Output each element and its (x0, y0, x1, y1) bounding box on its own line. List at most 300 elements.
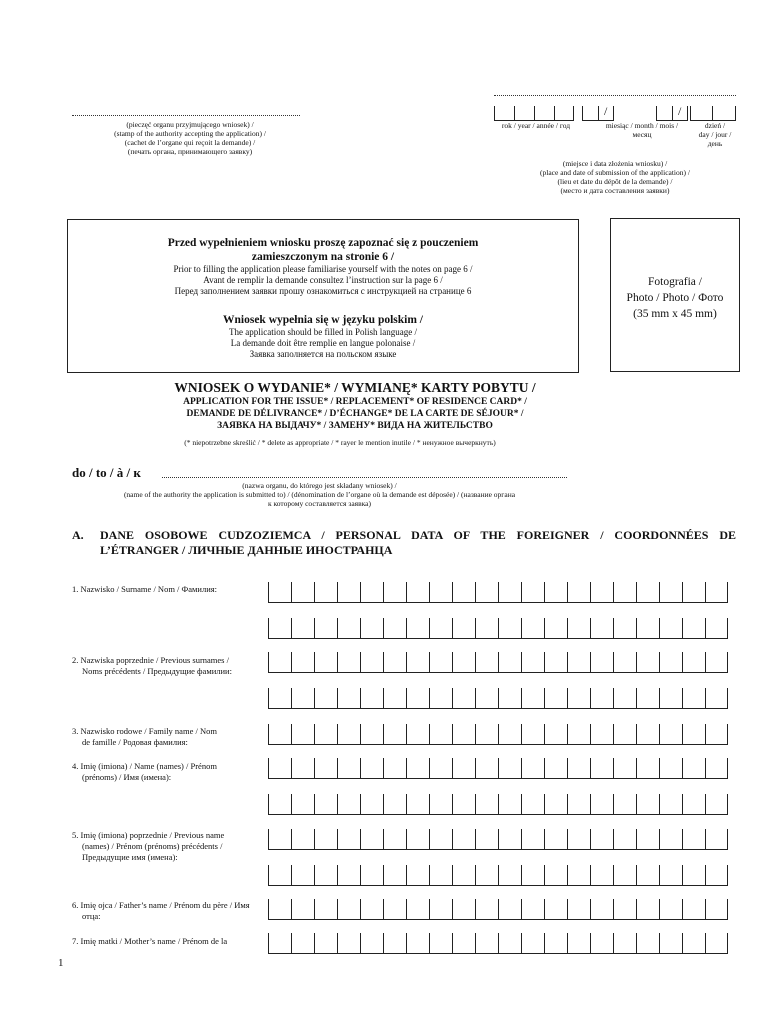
letter-cell-divider (475, 794, 476, 814)
letter-cell-divider (659, 829, 660, 849)
letter-cell-divider (567, 652, 568, 672)
letter-cell-divider (475, 758, 476, 778)
letter-cell-divider (291, 899, 292, 919)
language-translations (68, 327, 578, 360)
letter-cell-divider (360, 758, 361, 778)
notice-line-en: Prior to filling the application please familiarise yourself with the notes on page 6 / (173, 264, 473, 274)
letter-cell-divider (452, 865, 453, 885)
letter-cell-divider (636, 794, 637, 814)
letter-cell-divider (705, 933, 706, 953)
letter-cell-divider (337, 899, 338, 919)
addressee-caption (72, 481, 567, 508)
letter-cell-divider (727, 758, 728, 778)
letter-cell-divider (406, 582, 407, 602)
letter-cell-divider (544, 652, 545, 672)
letter-cell-divider (521, 582, 522, 602)
letter-cell-divider (383, 933, 384, 953)
letter-cell-divider (682, 652, 683, 672)
letter-cell-divider (590, 652, 591, 672)
letter-cell-divider (383, 758, 384, 778)
letter-cell-divider (567, 933, 568, 953)
field-father-name-label (72, 900, 267, 922)
field-1-line1: 1. Nazwisko / Surname / Nom / Фамилия: (72, 584, 218, 594)
letter-cell-divider (406, 865, 407, 885)
letter-cell-divider (567, 865, 568, 885)
letter-cell-divider (682, 724, 683, 744)
section-a-title (100, 528, 736, 558)
month-label-line1: miesiąc / month / mois / (605, 121, 679, 130)
letter-cell-divider (314, 899, 315, 919)
letter-cell-divider (613, 933, 614, 953)
title-pl: WNIOSEK O WYDANIE* / WYMIANĘ* KARTY POBYTU / (174, 380, 536, 395)
letter-cell-divider (567, 582, 568, 602)
letter-cell-divider (429, 865, 430, 885)
field-2-line2: Noms précédents / Предыдущие фамилии: (82, 666, 232, 676)
letter-cell-divider (291, 582, 292, 602)
lang-line-en: The application should be filled in Polish language / (229, 327, 417, 337)
year-cells[interactable] (494, 106, 574, 121)
letter-cell-divider (383, 865, 384, 885)
letter-cell-divider (337, 724, 338, 744)
letter-cell-divider (475, 865, 476, 885)
letter-cell-divider (291, 865, 292, 885)
field-5-line3: Предыдущие имя (имена): (82, 852, 178, 862)
letter-cell-divider (475, 933, 476, 953)
letter-cell-divider (429, 933, 430, 953)
letter-cell-divider (727, 829, 728, 849)
letter-cell-divider (291, 652, 292, 672)
letter-cell-divider (659, 582, 660, 602)
letter-cell-divider (475, 618, 476, 638)
place-caption-fr: (lieu et date du dépôt de la demande) / (557, 177, 673, 186)
addressee-caption-line1: (nazwa organu, do którego jest składany wniosek) / (242, 481, 397, 490)
letter-cell-divider (659, 652, 660, 672)
letter-cell-divider (337, 618, 338, 638)
letter-cell-divider (590, 899, 591, 919)
letter-cell-divider (636, 829, 637, 849)
lang-line-ru: Заявка заполняется на польском языке (249, 349, 397, 359)
previous-name-input-row-2[interactable] (268, 865, 728, 886)
letter-cell-divider (429, 582, 430, 602)
letter-cell-divider (727, 652, 728, 672)
letter-cell-divider (567, 618, 568, 638)
letter-cell-divider (314, 688, 315, 708)
letter-cell-divider (475, 724, 476, 744)
letter-cell-divider (636, 758, 637, 778)
letter-cell-divider (429, 724, 430, 744)
letter-cell-divider (406, 758, 407, 778)
letter-cell-divider (291, 794, 292, 814)
title-fr: DEMANDE DE DÉLIVRANCE* / D’ÉCHANGE* DE LA CARTE DE SÉJOUR* / (186, 409, 524, 419)
title-footnote: (* niepotrzebne skreślić / * delete as appropriate / * rayer le mention inutile / * ненужное вычеркнуть) (184, 438, 496, 447)
day-cells[interactable] (656, 106, 688, 121)
letter-cell-divider (268, 618, 269, 638)
letter-cell-divider (727, 794, 728, 814)
day-label-line1: dzień / (704, 121, 726, 130)
name-input-row-2[interactable] (268, 794, 728, 815)
letter-cell-divider (475, 688, 476, 708)
notice-translations (68, 264, 578, 297)
letter-cell-divider (314, 829, 315, 849)
photo-label-line1: Fotografia / (648, 276, 702, 288)
letter-cell-divider (636, 582, 637, 602)
letter-cell-divider (544, 865, 545, 885)
letter-cell-divider (337, 652, 338, 672)
letter-cell-divider (268, 794, 269, 814)
letter-cell-divider (521, 724, 522, 744)
letter-cell-divider (590, 582, 591, 602)
letter-cell-divider (682, 865, 683, 885)
letter-cell-divider (268, 688, 269, 708)
letter-cell-divider (429, 829, 430, 849)
name-input-row-1[interactable] (268, 758, 728, 779)
letter-cell-divider (521, 829, 522, 849)
previous-surnames-input-row-1[interactable] (268, 652, 728, 673)
father-name-input[interactable] (268, 899, 728, 920)
letter-cell-divider (567, 724, 568, 744)
letter-cell-divider (291, 688, 292, 708)
letter-cell-divider (544, 794, 545, 814)
letter-cell-divider (498, 652, 499, 672)
letter-cell-divider (360, 933, 361, 953)
letter-cell-divider (452, 724, 453, 744)
letter-cell-divider (383, 829, 384, 849)
letter-cell-divider (521, 618, 522, 638)
letter-cell-divider (498, 865, 499, 885)
letter-cell-divider (705, 794, 706, 814)
letter-cell-divider (291, 933, 292, 953)
letter-cell-divider (613, 582, 614, 602)
letter-cell-divider (337, 865, 338, 885)
letter-cell-divider (567, 794, 568, 814)
letter-cell-divider (268, 724, 269, 744)
letter-cell-divider (452, 582, 453, 602)
letter-cell-divider (268, 899, 269, 919)
letter-cell-divider (475, 652, 476, 672)
form-title (60, 380, 650, 432)
letter-cell-divider (452, 618, 453, 638)
letter-cell-divider (590, 829, 591, 849)
month-label-line2: месяц (632, 130, 652, 139)
letter-cell-divider (383, 582, 384, 602)
day-label (692, 121, 738, 148)
field-5-line2: (names) / Prénom (prénoms) précédents / (82, 841, 223, 851)
letter-cell-divider (727, 688, 728, 708)
previous-surnames-input-row-2[interactable] (268, 688, 728, 709)
field-previous-name-label (72, 830, 262, 863)
letter-cell-divider (314, 724, 315, 744)
letter-cell-divider (567, 899, 568, 919)
letter-cell-divider (314, 794, 315, 814)
letter-cell-divider (567, 829, 568, 849)
letter-cell-divider (314, 758, 315, 778)
day-label-line2: day / jour / (698, 130, 732, 139)
letter-cell-divider (337, 582, 338, 602)
letter-cell-divider (383, 688, 384, 708)
letter-cell-divider (475, 829, 476, 849)
letter-cell-divider (590, 865, 591, 885)
letter-cell-divider (475, 582, 476, 602)
letter-cell-divider (590, 933, 591, 953)
letter-cell-divider (360, 618, 361, 638)
letter-cell-divider (268, 829, 269, 849)
family-name-input[interactable] (268, 724, 728, 745)
photo-label-line3: (35 mm x 45 mm) (633, 308, 717, 320)
addressee-caption-line2: (name of the authority the application is submitted to) / (dénomination de l’organe où la demande est déposée) / (название органа (123, 490, 516, 499)
letter-cell-divider (705, 582, 706, 602)
mother-name-input[interactable] (268, 933, 728, 954)
letter-cell-divider (567, 688, 568, 708)
letter-cell-divider (682, 899, 683, 919)
letter-cell-divider (337, 758, 338, 778)
letter-cell-divider (727, 724, 728, 744)
month-label (596, 121, 688, 139)
letter-cell-divider (360, 724, 361, 744)
letter-cell-divider (452, 652, 453, 672)
notice-line-ru: Перед заполнением заявки прошу ознакомиться с инструкцией на странице 6 (174, 286, 472, 296)
letter-cell-divider (659, 865, 660, 885)
field-previous-surnames-label (72, 655, 262, 677)
place-caption-en: (place and date of submission of the application) / (540, 168, 690, 177)
surname-input-row-2[interactable] (268, 618, 728, 639)
letter-cell-divider (498, 794, 499, 814)
letter-cell-divider (521, 758, 522, 778)
letter-cell-divider (406, 794, 407, 814)
letter-cell-divider (682, 829, 683, 849)
letter-cell-divider (337, 829, 338, 849)
photo-label (611, 274, 739, 322)
letter-cell-divider (406, 688, 407, 708)
letter-cell-divider (521, 688, 522, 708)
section-a-letter: A. (72, 528, 84, 542)
letter-cell-divider (360, 794, 361, 814)
letter-cell-divider (429, 899, 430, 919)
letter-cell-divider (682, 582, 683, 602)
letter-cell-divider (314, 618, 315, 638)
letter-cell-divider (383, 618, 384, 638)
letter-cell-divider (590, 758, 591, 778)
letter-cell-divider (659, 618, 660, 638)
stamp-caption (70, 120, 310, 156)
letter-cell-divider (360, 688, 361, 708)
letter-cell-divider (705, 899, 706, 919)
place-caption-pl: (miejsce i data złożenia wniosku) / (562, 159, 668, 168)
letter-cell-divider (291, 758, 292, 778)
letter-cell-divider (590, 794, 591, 814)
letter-cell-divider (636, 933, 637, 953)
letter-cell-divider (498, 582, 499, 602)
letter-cell-divider (659, 758, 660, 778)
letter-cell-divider (291, 829, 292, 849)
notice-box (67, 219, 579, 373)
letter-cell-divider (590, 618, 591, 638)
letter-cell-divider (498, 688, 499, 708)
letter-cell-divider (544, 688, 545, 708)
letter-cell-divider (383, 794, 384, 814)
letter-cell-divider (498, 933, 499, 953)
letter-cell-divider (544, 758, 545, 778)
letter-cell-divider (429, 794, 430, 814)
letter-cell-divider (613, 688, 614, 708)
letter-cell-divider (337, 688, 338, 708)
letter-cell-divider (452, 688, 453, 708)
day-label-line3: день (707, 139, 723, 148)
letter-cell-divider (521, 899, 522, 919)
stamp-dotted-line (72, 115, 300, 116)
notice-line-fr: Avant de remplir la demande consultez l’instruction sur la page 6 / (203, 275, 443, 285)
letter-cell-divider (429, 688, 430, 708)
field-6-line2: отца: (82, 911, 101, 921)
letter-cell-divider (406, 933, 407, 953)
letter-cell-divider (636, 865, 637, 885)
letter-cell-divider (452, 758, 453, 778)
title-ru: ЗАЯВКА НА ВЫДАЧУ* / ЗАМЕНУ* ВИДА НА ЖИТЕЛЬСТВО (217, 421, 493, 431)
letter-cell-divider (567, 758, 568, 778)
letter-cell-divider (613, 652, 614, 672)
letter-cell-divider (498, 829, 499, 849)
date-slash-1: / (604, 104, 608, 118)
letter-cell-divider (429, 618, 430, 638)
letter-cell-divider (268, 652, 269, 672)
addressee-prefix: do / to / à / к (72, 465, 141, 480)
letter-cell-divider (682, 688, 683, 708)
notice-heading (68, 236, 578, 264)
letter-cell-divider (705, 724, 706, 744)
letter-cell-divider (429, 758, 430, 778)
notice-heading-line1: Przed wypełnieniem wniosku proszę zapoznać się z pouczeniem (167, 237, 479, 249)
lang-line-fr: La demande doit être remplie en langue polonaise / (230, 338, 416, 348)
letter-cell-divider (521, 933, 522, 953)
letter-cell-divider (659, 724, 660, 744)
stamp-caption-fr: (cachet de l’organe qui reçoit la demande) / (124, 138, 256, 147)
letter-cell-divider (682, 794, 683, 814)
letter-cell-divider (498, 618, 499, 638)
letter-cell-divider (659, 794, 660, 814)
letter-cell-divider (314, 865, 315, 885)
letter-cell-divider (360, 865, 361, 885)
letter-cell-divider (314, 933, 315, 953)
letter-cell-divider (314, 652, 315, 672)
letter-cell-divider (613, 829, 614, 849)
letter-cell-divider (613, 618, 614, 638)
letter-cell-divider (705, 618, 706, 638)
letter-cell-divider (659, 899, 660, 919)
letter-cell-divider (705, 829, 706, 849)
title-en: APPLICATION FOR THE ISSUE* / REPLACEMENT* OF RESIDENCE CARD* / (183, 397, 527, 407)
field-name-label (72, 761, 262, 783)
previous-name-input-row-1[interactable] (268, 829, 728, 850)
section-a-title-line2: L’ÉTRANGER / ЛИЧНЫЕ ДАННЫЕ ИНОСТРАНЦА (100, 543, 393, 557)
field-7-line1: 7. Imię matki / Mother’s name / Prénom de la (72, 936, 228, 946)
letter-cell-divider (544, 899, 545, 919)
letter-cell-divider (613, 724, 614, 744)
letter-cell-divider (360, 829, 361, 849)
letter-cell-divider (337, 933, 338, 953)
field-6-line1: 6. Imię ojca / Father’s name / Prénom du père / Имя (72, 900, 250, 910)
letter-cell-divider (360, 652, 361, 672)
letter-cell-divider (429, 652, 430, 672)
date-slash-2: / (678, 104, 682, 118)
letter-cell-divider (636, 724, 637, 744)
letter-cell-divider (498, 724, 499, 744)
letter-cell-divider (705, 758, 706, 778)
field-surname-label (72, 584, 262, 595)
letter-cell-divider (659, 933, 660, 953)
letter-cell-divider (406, 618, 407, 638)
letter-cell-divider (406, 652, 407, 672)
stamp-caption-en: (stamp of the authority accepting the application) / (114, 129, 266, 138)
letter-cell-divider (705, 865, 706, 885)
photo-label-line2: Photo / Photo / Фото (626, 292, 724, 304)
photo-box (610, 218, 740, 372)
letter-cell-divider (383, 899, 384, 919)
letter-cell-divider (727, 899, 728, 919)
letter-cell-divider (291, 724, 292, 744)
letter-cell-divider (590, 724, 591, 744)
letter-cell-divider (314, 582, 315, 602)
letter-cell-divider (268, 933, 269, 953)
letter-cell-divider (544, 933, 545, 953)
field-5-line1: 5. Imię (imiona) poprzednie / Previous name (72, 830, 225, 840)
day-cells-right[interactable] (690, 106, 736, 121)
letter-cell-divider (406, 829, 407, 849)
letter-cell-divider (521, 865, 522, 885)
addressee-input[interactable] (162, 477, 567, 478)
letter-cell-divider (590, 688, 591, 708)
field-2-line1: 2. Nazwiska poprzednie / Previous surnames / (72, 655, 229, 665)
notice-heading-line2: zamieszczonym na stronie 6 / (251, 251, 395, 263)
letter-cell-divider (544, 618, 545, 638)
letter-cell-divider (705, 652, 706, 672)
letter-cell-divider (659, 688, 660, 708)
letter-cell-divider (360, 899, 361, 919)
year-label: rok / year / année / год (501, 121, 571, 130)
letter-cell-divider (452, 829, 453, 849)
field-4-line1: 4. Imię (imiona) / Name (names) / Prénom (72, 761, 217, 771)
letter-cell-divider (383, 652, 384, 672)
letter-cell-divider (406, 899, 407, 919)
place-dotted-line (494, 95, 736, 96)
letter-cell-divider (705, 688, 706, 708)
field-3-line2: de famille / Родовая фамилия: (82, 737, 188, 747)
letter-cell-divider (636, 652, 637, 672)
letter-cell-divider (268, 758, 269, 778)
letter-cell-divider (268, 582, 269, 602)
surname-input-row-1[interactable] (268, 582, 728, 603)
letter-cell-divider (727, 933, 728, 953)
letter-cell-divider (613, 865, 614, 885)
letter-cell-divider (636, 899, 637, 919)
letter-cell-divider (727, 865, 728, 885)
letter-cell-divider (383, 724, 384, 744)
letter-cell-divider (544, 724, 545, 744)
letter-cell-divider (521, 652, 522, 672)
field-mother-name-label (72, 936, 262, 947)
letter-cell-divider (521, 794, 522, 814)
letter-cell-divider (682, 758, 683, 778)
month-cells[interactable] (582, 106, 614, 121)
letter-cell-divider (613, 899, 614, 919)
letter-cell-divider (291, 618, 292, 638)
letter-cell-divider (682, 618, 683, 638)
letter-cell-divider (636, 688, 637, 708)
letter-cell-divider (452, 933, 453, 953)
field-family-name-label (72, 726, 262, 748)
stamp-caption-ru: (печать органа, принимающего заявку) (127, 147, 253, 156)
letter-cell-divider (613, 794, 614, 814)
letter-cell-divider (475, 899, 476, 919)
letter-cell-divider (613, 758, 614, 778)
